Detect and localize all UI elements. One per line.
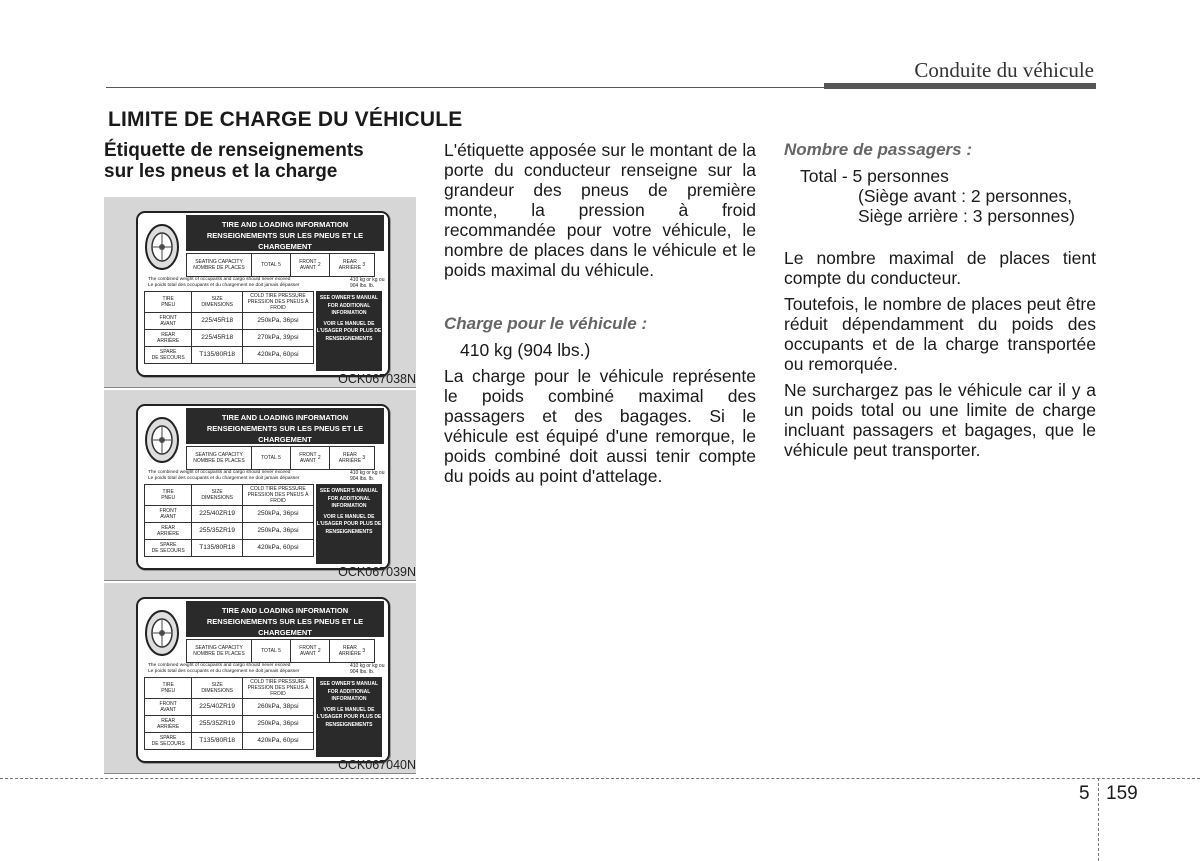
total-label: TOTAL bbox=[261, 455, 277, 461]
row-rear-en: REAR bbox=[161, 525, 176, 531]
row-front-fr: AVANT bbox=[160, 321, 177, 327]
table-header-row bbox=[145, 678, 314, 699]
combined-kg: 410 bbox=[350, 663, 359, 669]
header-pressure-fr: PRESSION DES PNEUS À FROID bbox=[247, 299, 309, 311]
header-pressure bbox=[243, 292, 314, 313]
spare-size: T135/80R18 bbox=[192, 347, 243, 364]
tire-placard bbox=[136, 597, 390, 763]
combined-lbs-unit: lbs. lb. bbox=[359, 283, 375, 289]
seating-label bbox=[187, 447, 252, 469]
footer-dotted-divider bbox=[1098, 778, 1099, 861]
seating-capacity-row bbox=[186, 639, 375, 663]
rear-size: 225/45R18 bbox=[192, 330, 243, 347]
tire-pressure-table bbox=[144, 677, 314, 750]
passengers-front: (Siège avant : 2 personnes, bbox=[858, 186, 1073, 206]
front-cell bbox=[291, 447, 330, 469]
row-rear-label bbox=[145, 330, 192, 347]
row-spare-label bbox=[145, 347, 192, 364]
front-pressure: 260kPa, 38psi bbox=[243, 699, 314, 716]
rear-pressure: 250kPa, 36psi bbox=[243, 523, 314, 540]
seating-label-en: SEATING CAPACITY bbox=[195, 259, 243, 265]
subsection-title-line2: sur les pneus et la charge bbox=[104, 161, 338, 182]
table-row bbox=[145, 330, 314, 347]
front-label-fr: AVANT bbox=[299, 458, 316, 464]
owners-manual-fr: VOIR LE MANUEL DE L'USAGER POUR PLUS DE RENSEIGNEMENTS bbox=[316, 513, 382, 535]
rear-label-fr: ARRIÈRE bbox=[338, 651, 362, 657]
seating-label-fr: NOMBRE DE PLACES bbox=[193, 265, 245, 271]
row-front-en: FRONT bbox=[159, 508, 177, 514]
placard-header bbox=[186, 601, 384, 637]
figure-code: OCK067038N bbox=[338, 372, 416, 386]
total-value: 5 bbox=[278, 262, 281, 268]
front-size: 225/40ZR19 bbox=[192, 699, 243, 716]
header-tire-fr: PNEU bbox=[161, 495, 176, 501]
rear-pressure: 270kPa, 39psi bbox=[243, 330, 314, 347]
spare-pressure: 420kPa, 60psi bbox=[243, 347, 314, 364]
row-spare-label bbox=[145, 540, 192, 557]
front-label-en: FRONT bbox=[299, 645, 317, 651]
rear-value: 3 bbox=[362, 262, 366, 268]
total-value: 5 bbox=[278, 455, 281, 461]
rear-size: 255/35ZR19 bbox=[192, 716, 243, 733]
total-cell bbox=[252, 254, 291, 276]
row-spare-en: SPARE bbox=[159, 542, 177, 548]
passengers-heading: Nombre de passagers : bbox=[784, 140, 973, 159]
owners-manual-en: SEE OWNER'S MANUAL FOR ADDITIONAL INFORMATION bbox=[319, 295, 379, 316]
page-chapter-number: 5 bbox=[1079, 783, 1090, 804]
row-spare-label bbox=[145, 733, 192, 750]
seating-paragraph-3: Ne surchargez pas le véhicule car il y a un poids total ou une limite de charge incluant passagers et bagages, que le véhicule peut transporter. bbox=[784, 380, 1096, 460]
row-rear-en: REAR bbox=[161, 332, 176, 338]
row-front-label bbox=[145, 699, 192, 716]
combined-weight-text bbox=[148, 663, 348, 675]
placard-title-en: TIRE AND LOADING INFORMATION bbox=[221, 606, 349, 615]
combined-kg: 410 bbox=[350, 470, 359, 476]
row-rear-label bbox=[145, 716, 192, 733]
seating-paragraph-2: Toutefois, le nombre de places peut être réduit dépendamment du poids des occupants et de la charge transportée ou remorquée. bbox=[784, 294, 1096, 374]
rear-label-en: REAR bbox=[342, 259, 357, 265]
rear-size: 255/35ZR19 bbox=[192, 523, 243, 540]
combined-weight-value bbox=[350, 470, 386, 482]
header-tire bbox=[145, 678, 192, 699]
total-cell bbox=[252, 447, 291, 469]
seating-label bbox=[187, 640, 252, 662]
front-label-fr: AVANT bbox=[299, 651, 316, 657]
combined-weight-en: The combined weight of occupants and cargo should never exceed bbox=[148, 663, 291, 668]
row-front-en: FRONT bbox=[159, 315, 177, 321]
placard-title-fr: RENSEIGNEMENTS SUR LES PNEUS ET LE CHARGEMENT bbox=[206, 231, 364, 251]
rear-label-en: REAR bbox=[342, 452, 357, 458]
total-label: TOTAL bbox=[261, 262, 277, 268]
tire-icon bbox=[144, 609, 180, 657]
front-cell bbox=[291, 254, 330, 276]
header-tire-en: TIRE bbox=[162, 296, 174, 302]
seating-label-en: SEATING CAPACITY bbox=[195, 452, 243, 458]
row-spare-fr: DE SECOURS bbox=[151, 741, 185, 747]
combined-weight-fr: Le poids total des occupants et du chargement ne doit jamais dépasser bbox=[148, 476, 300, 481]
header-pressure-en: COLD TIRE PRESSURE bbox=[250, 486, 306, 492]
rear-label-fr: ARRIÈRE bbox=[338, 265, 362, 271]
front-pressure: 250kPa, 36psi bbox=[243, 506, 314, 523]
table-row bbox=[145, 506, 314, 523]
front-label-fr: AVANT bbox=[299, 265, 316, 271]
tire-placard-figure bbox=[104, 390, 416, 581]
table-row bbox=[145, 699, 314, 716]
header-pressure-en: COLD TIRE PRESSURE bbox=[250, 293, 306, 299]
header-tire-en: TIRE bbox=[162, 489, 174, 495]
front-pressure: 250kPa, 36psi bbox=[243, 313, 314, 330]
row-rear-fr: ARRIÈRE bbox=[157, 338, 180, 344]
owners-manual-note bbox=[316, 677, 382, 757]
placard-title-en: TIRE AND LOADING INFORMATION bbox=[221, 413, 349, 422]
placard-title-fr: RENSEIGNEMENTS SUR LES PNEUS ET LE CHARGEMENT bbox=[206, 424, 364, 444]
owners-manual-en: SEE OWNER'S MANUAL FOR ADDITIONAL INFORMATION bbox=[319, 681, 379, 702]
front-size: 225/40ZR19 bbox=[192, 506, 243, 523]
row-front-fr: AVANT bbox=[160, 707, 177, 713]
row-spare-fr: DE SECOURS bbox=[151, 548, 185, 554]
page-number: 159 bbox=[1106, 783, 1138, 804]
combined-kg: 410 bbox=[350, 277, 359, 283]
seating-label-en: SEATING CAPACITY bbox=[195, 645, 243, 651]
row-rear-fr: ARRIÈRE bbox=[157, 531, 180, 537]
header-rule bbox=[106, 87, 824, 88]
combined-kg-unit: kg or kg ou bbox=[359, 663, 385, 669]
placard-title-fr: RENSEIGNEMENTS SUR LES PNEUS ET LE CHARGEMENT bbox=[206, 617, 364, 637]
combined-weight-value bbox=[350, 663, 386, 675]
header-pressure bbox=[243, 678, 314, 699]
charge-value: 410 kg (904 lbs.) bbox=[460, 340, 591, 360]
owners-manual-note bbox=[316, 291, 382, 371]
total-label: TOTAL bbox=[261, 648, 277, 654]
table-row bbox=[145, 733, 314, 750]
rear-value: 3 bbox=[362, 648, 366, 654]
seating-capacity-row bbox=[186, 446, 375, 470]
table-header-row bbox=[145, 485, 314, 506]
rear-label-fr: ARRIÈRE bbox=[338, 458, 362, 464]
owners-manual-en: SEE OWNER'S MANUAL FOR ADDITIONAL INFORMATION bbox=[319, 488, 379, 509]
row-rear-fr: ARRIÈRE bbox=[157, 724, 180, 730]
seating-capacity-row bbox=[186, 253, 375, 277]
tire-placard-figure bbox=[104, 197, 416, 388]
header-tire-fr: PNEU bbox=[161, 688, 176, 694]
combined-lbs: 904 bbox=[350, 476, 359, 482]
table-row bbox=[145, 347, 314, 364]
seating-label bbox=[187, 254, 252, 276]
seating-paragraph-1: Le nombre maximal de places tient compte du conducteur. bbox=[784, 248, 1096, 288]
table-row bbox=[145, 313, 314, 330]
seating-label-fr: NOMBRE DE PLACES bbox=[193, 651, 245, 657]
tire-pressure-table bbox=[144, 484, 314, 557]
owners-manual-fr: VOIR LE MANUEL DE L'USAGER POUR PLUS DE RENSEIGNEMENTS bbox=[316, 706, 382, 728]
combined-weight-fr: Le poids total des occupants et du chargement ne doit jamais dépasser bbox=[148, 283, 300, 288]
header-size-fr: DIMENSIONS bbox=[201, 495, 233, 501]
front-size: 225/45R18 bbox=[192, 313, 243, 330]
subsection-title bbox=[104, 140, 404, 182]
row-spare-fr: DE SECOURS bbox=[151, 355, 185, 361]
placard-header bbox=[186, 408, 384, 444]
owners-manual-note bbox=[316, 484, 382, 564]
combined-lbs: 904 bbox=[350, 669, 359, 675]
header-pressure-fr: PRESSION DES PNEUS À FROID bbox=[247, 685, 309, 697]
rear-pressure: 250kPa, 36psi bbox=[243, 716, 314, 733]
spare-size: T135/80R18 bbox=[192, 733, 243, 750]
combined-weight-value bbox=[350, 277, 386, 289]
tire-pressure-table bbox=[144, 291, 314, 364]
tire-placard bbox=[136, 404, 390, 570]
placard-title-en: TIRE AND LOADING INFORMATION bbox=[221, 220, 349, 229]
combined-kg-unit: kg or kg ou bbox=[359, 277, 385, 283]
rear-cell bbox=[330, 447, 374, 469]
tire-placard-figure bbox=[104, 583, 416, 774]
header-size-fr: DIMENSIONS bbox=[201, 302, 233, 308]
front-label-en: FRONT bbox=[299, 259, 317, 265]
spare-size: T135/80R18 bbox=[192, 540, 243, 557]
charge-heading: Charge pour le véhicule : bbox=[444, 314, 648, 333]
intro-paragraph: L'étiquette apposée sur le montant de la porte du conducteur renseigne sur la grandeur des pneus de première monte, la pression à froid recommandée pour votre véhicule, le nombre de places dans le véhicule et le poids maximal du véhicule. bbox=[444, 140, 756, 280]
table-row bbox=[145, 716, 314, 733]
front-value: 2 bbox=[317, 262, 321, 268]
row-front-label bbox=[145, 313, 192, 330]
tire-icon bbox=[144, 416, 180, 464]
total-value: 5 bbox=[278, 648, 281, 654]
header-size-fr: DIMENSIONS bbox=[201, 688, 233, 694]
subsection-title-line1: Étiquette de renseignements bbox=[104, 140, 364, 161]
row-rear-en: REAR bbox=[161, 718, 176, 724]
footer-dotted-rule bbox=[0, 778, 1200, 779]
header-tire-en: TIRE bbox=[162, 682, 174, 688]
combined-kg-unit: kg or kg ou bbox=[359, 470, 385, 476]
front-cell bbox=[291, 640, 330, 662]
spare-pressure: 420kPa, 60psi bbox=[243, 540, 314, 557]
rear-label-en: REAR bbox=[342, 645, 357, 651]
table-row bbox=[145, 523, 314, 540]
header-tire bbox=[145, 292, 192, 313]
row-spare-en: SPARE bbox=[159, 349, 177, 355]
tire-placard bbox=[136, 211, 390, 377]
figure-code: OCK067040N bbox=[338, 758, 416, 772]
rear-cell bbox=[330, 254, 374, 276]
row-front-en: FRONT bbox=[159, 701, 177, 707]
passengers-rear: Siège arrière : 3 personnes) bbox=[858, 206, 1075, 226]
header-pressure-en: COLD TIRE PRESSURE bbox=[250, 679, 306, 685]
total-cell bbox=[252, 640, 291, 662]
combined-weight-fr: Le poids total des occupants et du chargement ne doit jamais dépasser bbox=[148, 669, 300, 674]
spare-pressure: 420kPa, 60psi bbox=[243, 733, 314, 750]
combined-weight-text bbox=[148, 277, 348, 289]
passengers-total: Total - 5 personnes bbox=[800, 166, 949, 186]
combined-weight-text bbox=[148, 470, 348, 482]
owners-manual-fr: VOIR LE MANUEL DE L'USAGER POUR PLUS DE RENSEIGNEMENTS bbox=[316, 320, 382, 342]
header-tire-fr: PNEU bbox=[161, 302, 176, 308]
rear-cell bbox=[330, 640, 374, 662]
section-title: LIMITE DE CHARGE DU VÉHICULE bbox=[108, 108, 463, 131]
table-row bbox=[145, 540, 314, 557]
table-header-row bbox=[145, 292, 314, 313]
header-size bbox=[192, 292, 243, 313]
header-size-en: SIZE bbox=[211, 682, 223, 688]
front-value: 2 bbox=[317, 455, 321, 461]
row-rear-label bbox=[145, 523, 192, 540]
column-right bbox=[784, 140, 1096, 460]
column-middle bbox=[444, 140, 756, 486]
placard-header bbox=[186, 215, 384, 251]
header-size bbox=[192, 678, 243, 699]
combined-lbs-unit: lbs. lb. bbox=[359, 476, 375, 482]
header-pressure bbox=[243, 485, 314, 506]
combined-lbs: 904 bbox=[350, 283, 359, 289]
header-pressure-fr: PRESSION DES PNEUS À FROID bbox=[247, 492, 309, 504]
header-tire bbox=[145, 485, 192, 506]
front-label-en: FRONT bbox=[299, 452, 317, 458]
header-size-en: SIZE bbox=[211, 489, 223, 495]
front-value: 2 bbox=[317, 648, 321, 654]
tire-icon bbox=[144, 223, 180, 271]
row-front-label bbox=[145, 506, 192, 523]
combined-weight-en: The combined weight of occupants and cargo should never exceed bbox=[148, 470, 291, 475]
chapter-title: Conduite du véhicule bbox=[914, 58, 1094, 82]
seating-label-fr: NOMBRE DE PLACES bbox=[193, 458, 245, 464]
row-front-fr: AVANT bbox=[160, 514, 177, 520]
charge-paragraph: La charge pour le véhicule représente le poids combiné maximal des passagers et des bagages. Si le véhicule est équipé d'une remorque, le poids combiné doit aussi tenir compte du poids au point d'attelage. bbox=[444, 366, 756, 486]
figure-code: OCK067039N bbox=[338, 565, 416, 579]
header-bar bbox=[824, 83, 1096, 89]
row-spare-en: SPARE bbox=[159, 735, 177, 741]
header-size bbox=[192, 485, 243, 506]
combined-weight-en: The combined weight of occupants and cargo should never exceed bbox=[148, 277, 291, 282]
header-size-en: SIZE bbox=[211, 296, 223, 302]
rear-value: 3 bbox=[362, 455, 366, 461]
combined-lbs-unit: lbs. lb. bbox=[359, 669, 375, 675]
